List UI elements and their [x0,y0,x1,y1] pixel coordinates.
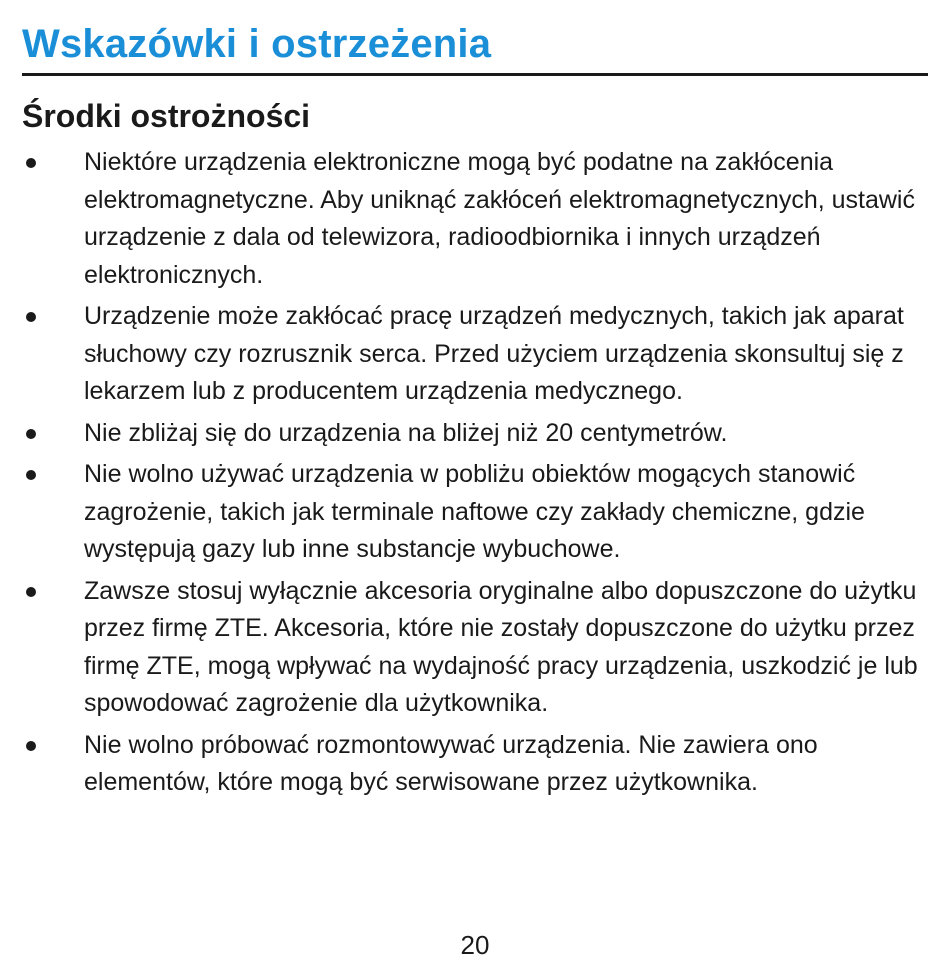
list-item-text: Nie wolno próbować rozmontowywać urządzenia. Nie zawiera ono elementów, które mogą być serwisowane przez użytkownika. [84,730,818,796]
bullet-icon [26,429,36,439]
page-number: 20 [460,930,490,960]
section-heading: Środki ostrożności [22,98,311,134]
list-item [22,144,932,294]
bullet-icon [26,741,36,751]
list-item [22,727,932,802]
bullet-icon [26,158,36,168]
list-item-text: Nie wolno używać urządzenia w pobliżu obiektów mogących stanowić zagrożenie, takich jak terminale naftowe czy zakłady chemiczne, gdzie występują gazy lub inne substancje wybuchowe. [84,460,865,563]
list-item [22,415,932,453]
list-item-text: Zawsze stosuj wyłącznie akcesoria oryginalne albo dopuszczone do użytku przez firmę ZTE. Akcesoria, które nie zostały dopuszczone do użytku przez firmę ZTE, mogą wpływać na wydajność pracy urządzenia, uszkodzić je lub spowodować zagrożenie dla użytkownika. [84,576,918,717]
list-item [22,456,932,569]
bullet-icon [26,312,36,322]
page-title: Wskazówki i ostrzeżenia [22,22,492,66]
list-item-text: Urządzenie może zakłócać pracę urządzeń medycznych, takich jak aparat słuchowy czy rozrusznik serca. Przed użyciem urządzenia skonsultuj się z lekarzem lub z producentem urządzenia medycznego. [84,302,904,405]
title-divider [22,73,928,76]
list-item-text: Niektóre urządzenia elektroniczne mogą być podatne na zakłócenia elektromagnetyczne. Aby uniknąć zakłóceń elektromagnetycznych, ustawić urządzenie z dala od telewizora, radioodbiornika i innych urządzeń elektronicznych. [84,148,915,289]
bullet-icon [26,470,36,480]
bullet-icon [26,587,36,597]
precautions-list [22,144,932,806]
list-item [22,298,932,411]
list-item-text: Nie zbliżaj się do urządzenia na bliżej niż 20 centymetrów. [84,418,728,447]
list-item [22,573,932,723]
